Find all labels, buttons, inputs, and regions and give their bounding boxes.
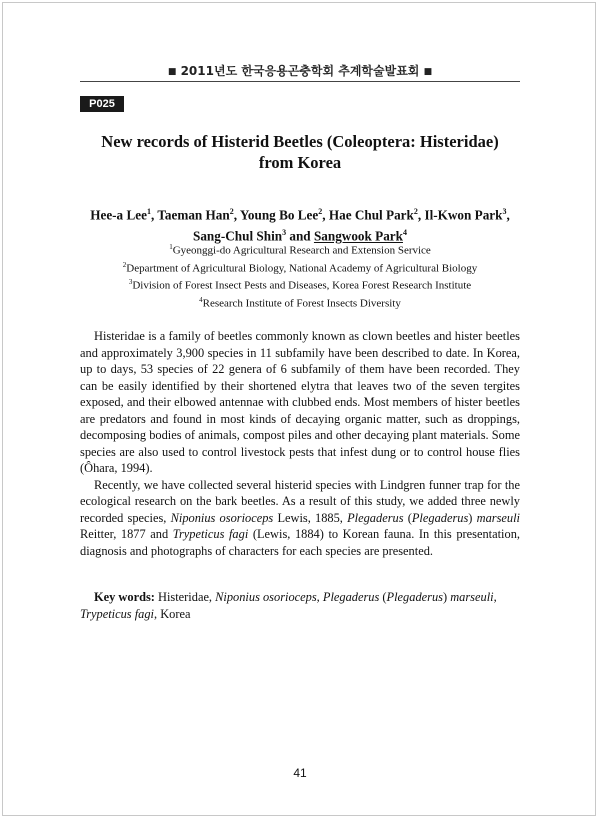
affiliation-number: 3 [128, 278, 133, 287]
author-conjunction: and [289, 228, 311, 244]
page-number: 41 [293, 766, 307, 780]
running-header [80, 62, 520, 79]
affiliation-number: 4 [199, 295, 203, 304]
text-run: (Lewis, 1884) to Korean fauna. In this presentation, diagnosis and photographs of characters for each species are presented. [80, 527, 520, 558]
header-text: 2011년도 한국응용곤충학회 추계학술발표회 [180, 64, 420, 78]
text-run: Histeridae, [154, 590, 216, 604]
keyword-italic: Plegaderus [386, 590, 443, 604]
subgenus-name: Plegaderus [411, 510, 469, 525]
text-run: ( [403, 510, 412, 525]
author-line-1: Hee-a Lee$^1$, Taeman Han$^2$, Young Bo Lee$^2$, Hae Chul Park$^2$, Il-Kwon Park$^3$, [90, 207, 510, 223]
species-name: Trypeticus fagi [172, 527, 249, 541]
keyword-italic: marseuli, Trypeticus fagi [80, 590, 497, 621]
abstract-body [80, 328, 520, 559]
affiliation-item [80, 293, 520, 311]
text-run: ( [379, 590, 387, 604]
author-affil: 3 [282, 228, 287, 238]
affiliation-item [80, 275, 520, 293]
author-affil: 2 [318, 207, 323, 216]
affiliation-item [80, 258, 520, 276]
affiliation-item [80, 240, 520, 258]
author-affil: 2 [229, 207, 234, 216]
header-bullet-left: ■ [167, 67, 177, 77]
affiliation-text: Research Institute of Forest Insects Diversity [202, 297, 401, 310]
affiliation-text: Gyeonggi-do Agricultural Research and Extension Service [172, 244, 431, 257]
author-name: Taeman Han [157, 207, 230, 223]
header-rule [80, 81, 520, 82]
author-name: Il-Kwon Park [424, 207, 503, 223]
affiliation-number: 1 [169, 243, 173, 251]
text-run: , Korea [154, 606, 191, 621]
keywords-label: Key words: [94, 590, 155, 604]
title-line-1: New records of Histerid Beetles (Coleoptera: Histeridae) [101, 132, 499, 151]
affiliation-text: Department of Agricultural Biology, National Academy of Agricultural Biology [126, 262, 478, 275]
author-name: Hae Chul Park [328, 207, 414, 223]
author-name: Hee-a Lee [90, 207, 147, 223]
genus-name: Plegaderus [347, 510, 404, 525]
text-run: Recently, we have collected several histerid species with Lindgren funner trap for the ecological research on the bark beetles. As a result of this study, we added three newly recorded species, [80, 477, 520, 525]
text-run: Lewis, 1885, [273, 510, 348, 525]
paper-title [80, 131, 520, 173]
abstract-paragraph-2 [80, 477, 520, 560]
affiliation-list [80, 240, 520, 311]
keywords [80, 589, 520, 622]
author-affil: 4 [402, 228, 407, 238]
author-affil: 2 [413, 207, 418, 216]
affiliation-text: Division of Forest Insect Pests and Diseases, Korea Forest Research Institute [132, 279, 472, 292]
text-run: ) [442, 590, 451, 604]
text-run: ) [468, 510, 477, 525]
author-affil: 3 [502, 207, 507, 216]
header-bullet-right: ■ [423, 67, 433, 77]
title-line-2: from Korea [258, 153, 342, 172]
keyword-italic: Niponius osorioceps, Plegaderus [215, 590, 380, 604]
abstract-paragraph-1: Histeridae is a family of beetles commonly known as clown beetles and hister beetles and approximately 3,900 species in 11 subfamily have been described to date. In Korea, up to days, 53 species of 22 genera of 6 subfamily of them have been recorded. They can be easily identified by their shortened elytra that leaves two of the seven tergites exposed, and their elbowed antennae with clubbed ends. Most members of hister beetles are predators and found in most kinds of decaying organic matter, such as droppings, decomposing bodies of animals, compost piles and other decaying plant materials. Some species are also used to control livestock pests that infest dung or to control house flies (Ôhara, 1994). [80, 329, 520, 475]
species-epithet: marseuli [476, 510, 520, 525]
paper-code-badge: P025 [80, 96, 124, 112]
author-affil: 1 [146, 207, 151, 216]
corresponding-author-name: Sangwook Park [313, 228, 403, 244]
affiliation-number: 2 [122, 260, 127, 269]
author-name: Sang-Chul Shin [193, 228, 283, 244]
author-name: Young Bo Lee [239, 207, 319, 223]
species-name: Niponius osorioceps [170, 510, 274, 525]
text-run: Reitter, 1877 and [80, 527, 173, 541]
